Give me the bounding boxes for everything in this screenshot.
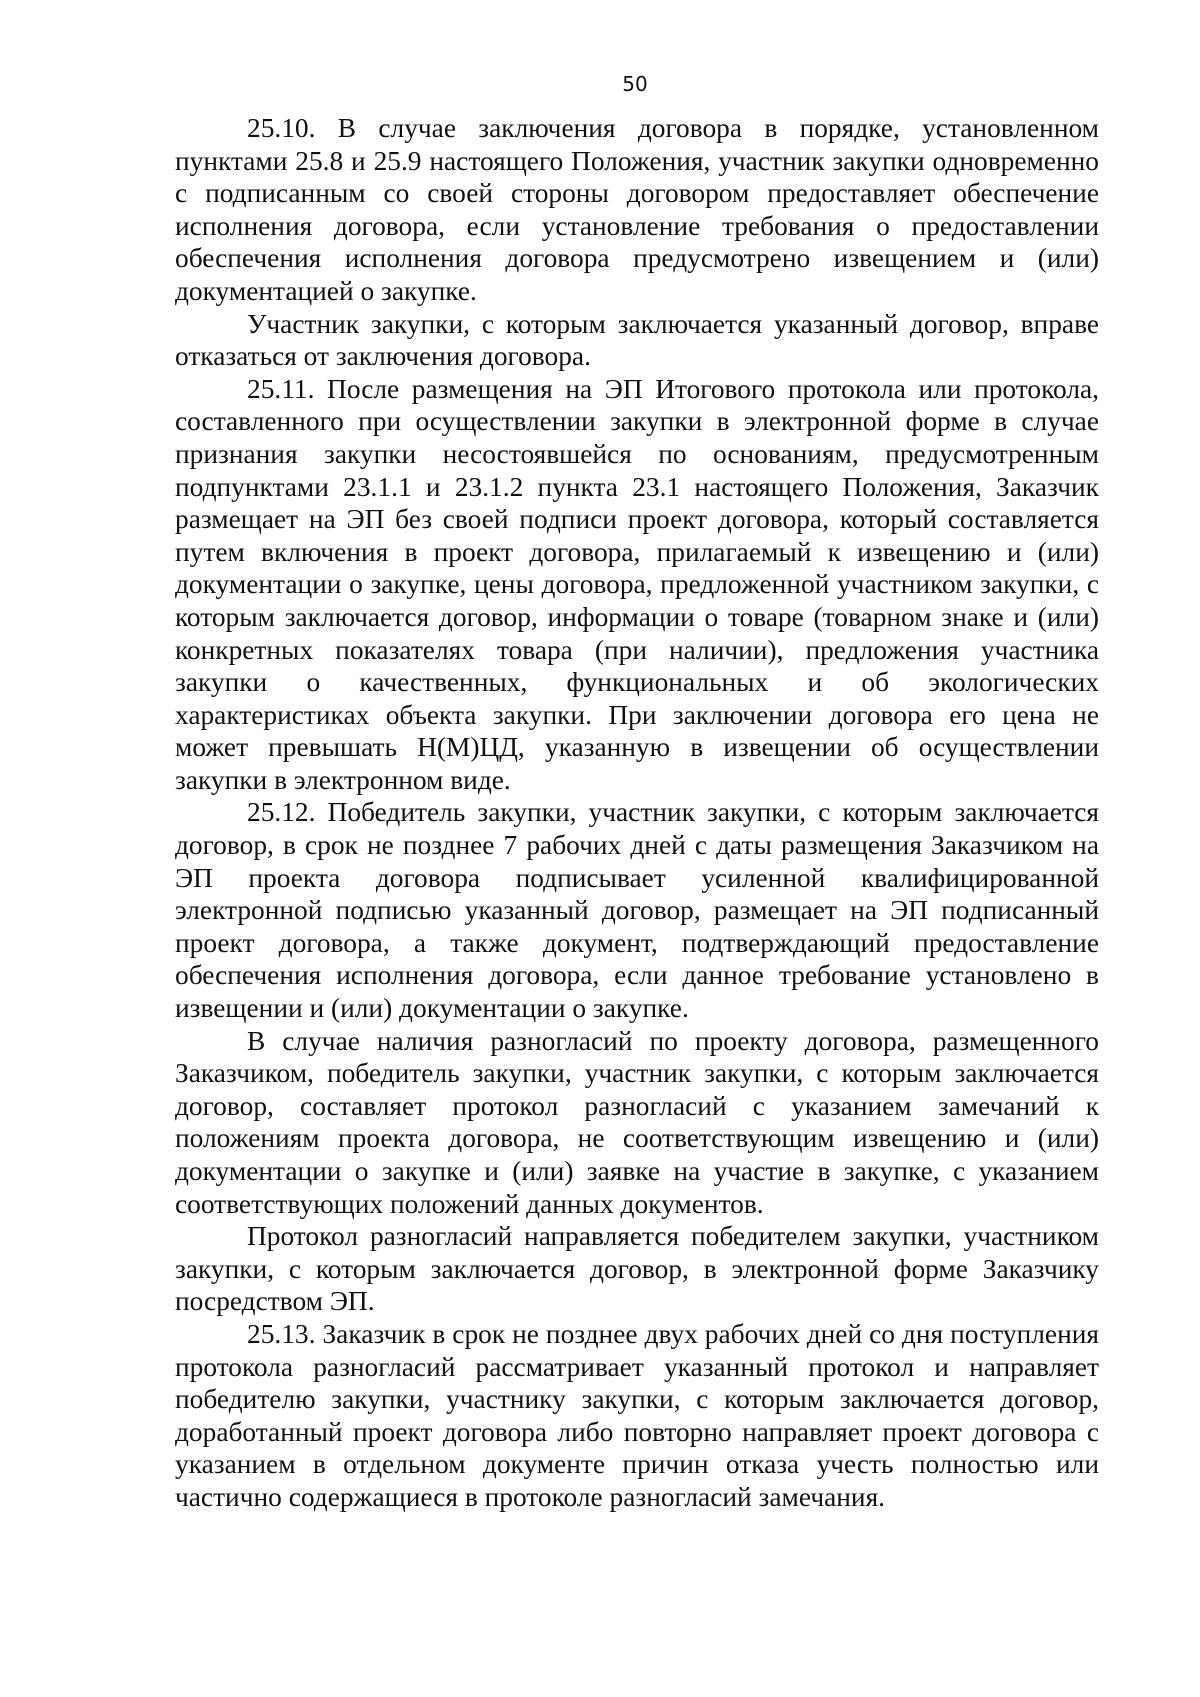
paragraph-disagreements: В случае наличия разногласий по проекту договора, размещенного Заказчиком, победитель закупки, участник закупки, с которым заключается договор, составляет протокол разногласий с указанием замечаний к положениям проекта договора, не соответствующим извещению и (или) документации о закупке и (или) заявке на участие в закупке, с указанием соответствующих положений данных документов.	[175, 1025, 1099, 1219]
paragraph-25-11: 25.11. После размещения на ЭП Итогового протокола или протокола, составленного при осуществлении закупки в электронной форме в случае признания закупки несостоявшейся по основаниям, предусмотренным подпунктами 23.1.1 и 23.1.2 пункта 23.1 настоящего Положения, Заказчик размещает на ЭП без своей подписи проект договора, который составляется путем включения в проект договора, прилагаемый к извещению и (или) документации о закупке, цены договора, предложенной участником закупки, с которым заключается договор, информации о товаре (товарном знаке и (или) конкретных показателях товара (при наличии), предложения участника закупки о качественных, функциональных и об экологических характеристиках объекта закупки. При заключении договора его цена не может превышать Н(М)ЦД, указанную в извещении об осуществлении закупки в электронном виде.	[175, 373, 1099, 795]
paragraph-disagreements-protocol: Протокол разногласий направляется победителем закупки, участником закупки, с которым заключается договор, в электронной форме Заказчику посредством ЭП.	[175, 1221, 1099, 1317]
paragraph-25-12: 25.12. Победитель закупки, участник закупки, с которым заключается договор, в срок не позднее 7 рабочих дней с даты размещения Заказчиком на ЭП проекта договора подписывает усиленной квалифицированной электронной подписью указанный договор, размещает на ЭП подписанный проект договора, а также документ, подтверждающий предоставление обеспечения исполнения договора, если данное требование установлено в извещении и (или) документации о закупке.	[175, 797, 1099, 1024]
paragraph-25-13: 25.13. Заказчик в срок не позднее двух рабочих дней со дня поступления протокола разногласий рассматривает указанный протокол и направляет победителю закупки, участнику закупки, с которым заключается договор, доработанный проект договора либо повторно направляет проект договора с указанием в отдельном документе причин отказа учесть полностью или частично содержащиеся в протоколе разногласий замечания.	[175, 1318, 1099, 1512]
page-number: 50	[622, 72, 648, 96]
document-body	[175, 112, 1099, 1514]
paragraph-25-10: 25.10. В случае заключения договора в порядке, установленном пунктами 25.8 и 25.9 настоящего Положения, участник закупки одновременно с подписанным со своей стороны договором предоставляет обеспечение исполнения договора, если установление требования о предоставлении обеспечения исполнения договора предусмотрено извещением и (или) документацией о закупке.	[175, 113, 1099, 306]
paragraph-refusal-right: Участник закупки, с которым заключается указанный договор, вправе отказаться от заключения договора.	[175, 308, 1099, 372]
